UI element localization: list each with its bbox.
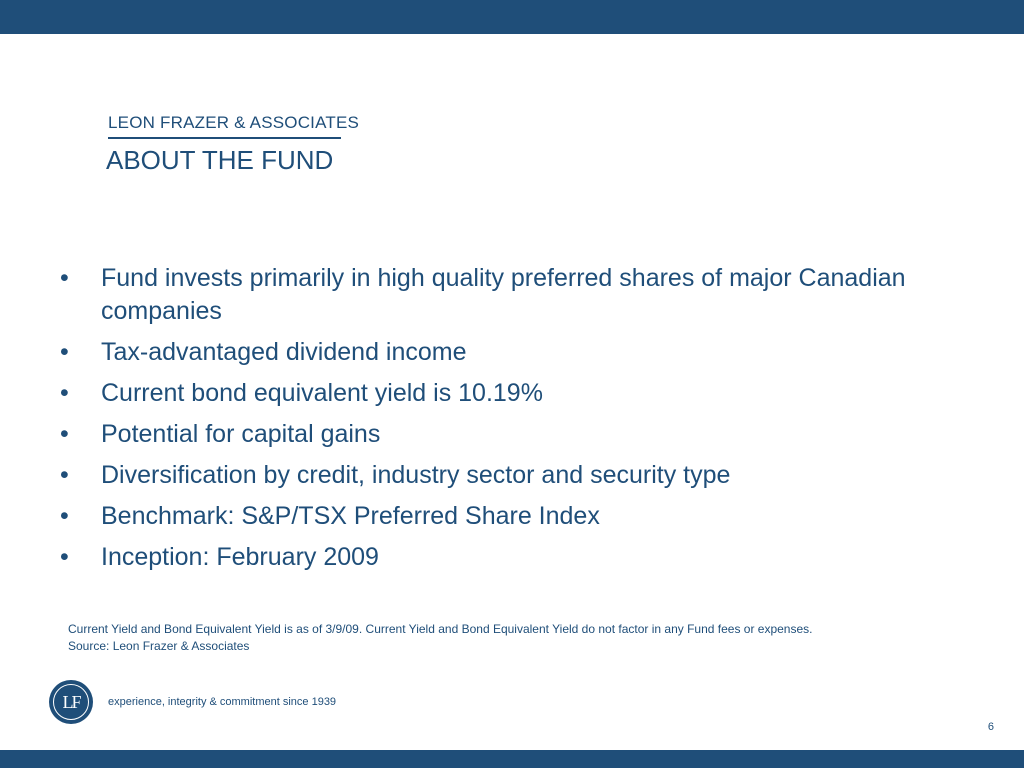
bullet-marker: • bbox=[60, 543, 69, 571]
lf-logo-monogram: LF bbox=[53, 684, 89, 720]
bullet-marker: • bbox=[60, 264, 69, 292]
page-number: 6 bbox=[987, 721, 994, 733]
footnote bbox=[68, 621, 998, 655]
bullet-text: Inception: February 2009 bbox=[101, 543, 379, 571]
footnote-disclaimer: Current Yield and Bond Equivalent Yield is as of 3/9/09. Current Yield and Bond Equivalent Yield do not factor in any Fund fees or expenses. bbox=[68, 622, 813, 636]
bullet-item bbox=[60, 541, 940, 574]
tagline: experience, integrity & commitment since 1939 bbox=[108, 696, 337, 708]
bullet-list bbox=[60, 262, 940, 582]
bullet-item bbox=[60, 418, 940, 451]
bullet-item bbox=[60, 262, 940, 328]
bullet-text: Current bond equivalent yield is 10.19% bbox=[101, 379, 543, 407]
bullet-text: Benchmark: S&P/TSX Preferred Share Index bbox=[101, 502, 600, 530]
bullet-item bbox=[60, 459, 940, 492]
bullet-item bbox=[60, 500, 940, 533]
bullet-item bbox=[60, 336, 940, 369]
bullet-marker: • bbox=[60, 461, 69, 489]
company-name-underline bbox=[108, 137, 341, 139]
bullet-text: Tax-advantaged dividend income bbox=[101, 338, 467, 366]
footnote-source: Source: Leon Frazer & Associates bbox=[68, 639, 250, 653]
bullet-marker: • bbox=[60, 502, 69, 530]
top-banner bbox=[0, 0, 1024, 34]
lf-logo-icon bbox=[49, 680, 93, 724]
bullet-marker: • bbox=[60, 338, 69, 366]
page-title: ABOUT THE FUND bbox=[106, 145, 334, 175]
bullet-item bbox=[60, 377, 940, 410]
bullet-text: Diversification by credit, industry sector and security type bbox=[101, 461, 731, 489]
bullet-marker: • bbox=[60, 379, 69, 407]
bullet-marker: • bbox=[60, 420, 69, 448]
company-name: LEON FRAZER & ASSOCIATES bbox=[108, 113, 360, 132]
bottom-banner bbox=[0, 750, 1024, 768]
bullet-text: Potential for capital gains bbox=[101, 420, 381, 448]
bullet-text: Fund invests primarily in high quality preferred shares of major Canadian companies bbox=[101, 264, 906, 325]
